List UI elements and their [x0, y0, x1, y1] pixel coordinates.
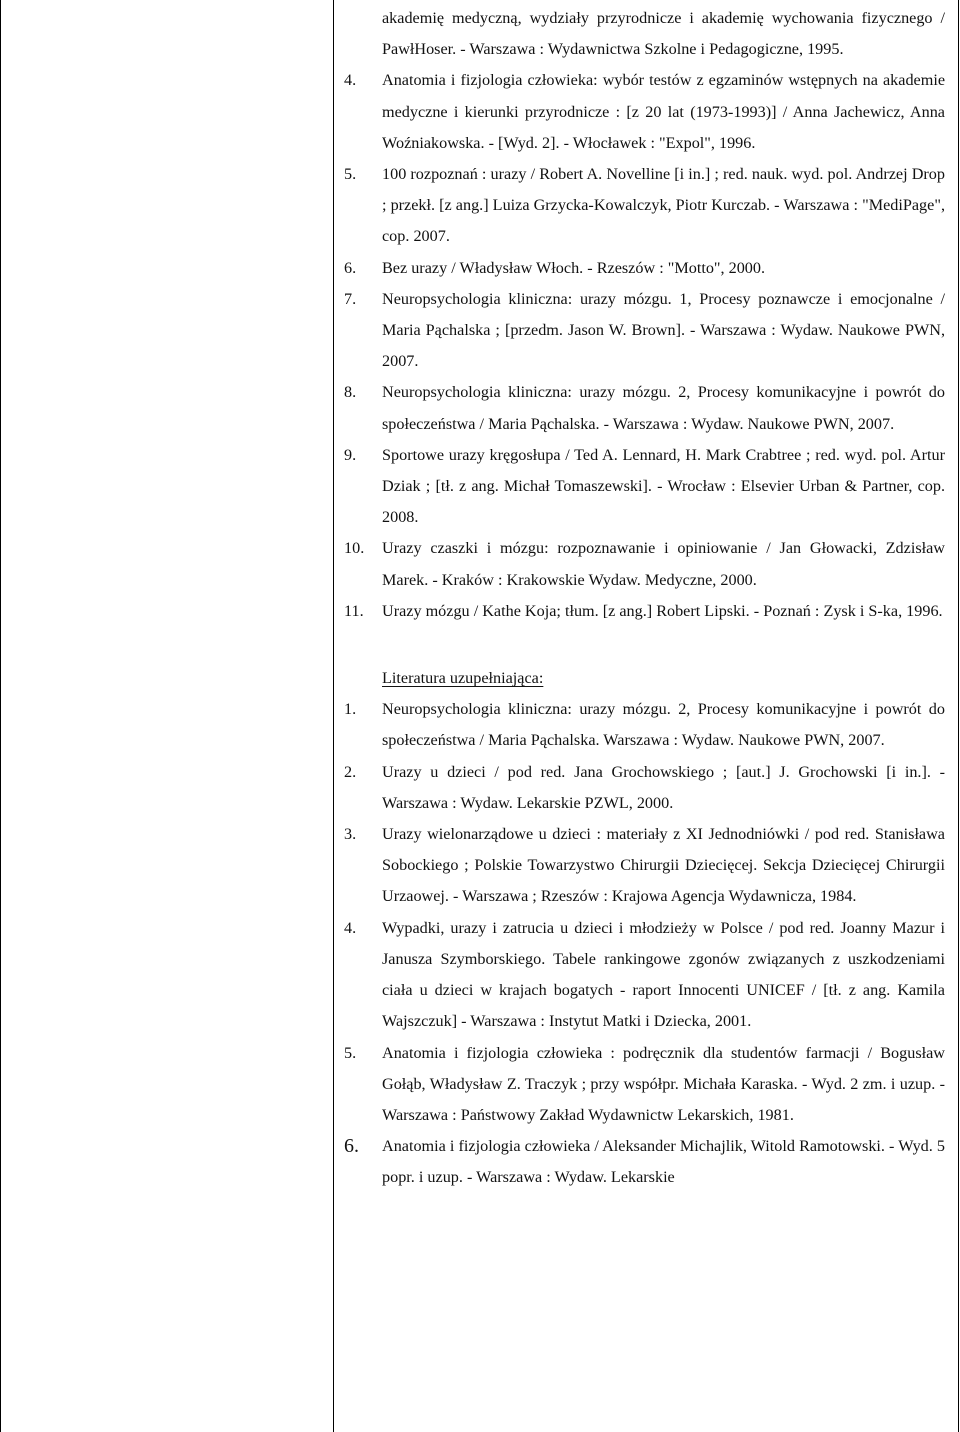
bibliography-entry — [344, 757, 945, 819]
entry-number: 8. — [344, 383, 357, 402]
bibliography-entry — [344, 440, 945, 534]
entry-number: 4. — [344, 71, 357, 90]
entry-text: Urazy u dzieci / pod red. Jana Grochowskiego ; [aut.] J. Grochowski [i in.]. - Warszawa : Wydaw. Lekarskie PZWL, 2000. — [382, 762, 945, 812]
entry-number: 9. — [344, 445, 357, 464]
entry-text: Urazy wielonarządowe u dzieci : materiały z XI Jednodniówki / pod red. Stanisława Sobockiego ; Polskie Towarzystwo Chirurgii Dziecięcej. Sekcja Dziecięcej Chirurgii Urzaowej. - Warszawa ; Rzeszów : Krajowa Agencja Wydawnicza, 1984. — [382, 825, 945, 906]
table-border-right — [958, 0, 959, 1432]
entry-text: Anatomia i fizjologia człowieka: wybór testów z egzaminów wstępnych na akademie medyczne i kierunki przyrodnicze : [z 20 lat (1973-1993)] / Anna Jachewicz, Anna Woźniakowska. - [Wyd. 2]. - Włocławek : "Expol", 1996. — [382, 71, 945, 152]
table-border-middle — [333, 0, 334, 1432]
bibliography-entry — [344, 65, 945, 159]
bibliography-entry — [344, 819, 945, 913]
entry-number: 3. — [344, 825, 357, 844]
table-border-left — [0, 0, 1, 1432]
entry-text: Bez urazy / Władysław Włoch. - Rzeszów : "Motto", 2000. — [382, 258, 766, 277]
entry-number: 6. — [344, 258, 357, 277]
entry-text: Neuropsychologia kliniczna: urazy mózgu. 2, Procesy komunikacyjne i powrót do społeczeństwa / Maria Pąchalska. Warszawa : Wydaw. Naukowe PWN, 2007. — [382, 700, 945, 750]
bibliography-entry — [344, 913, 945, 1038]
supplementary-list — [344, 694, 945, 1193]
entry-number: 1. — [344, 700, 357, 719]
entry-number: 6. — [344, 1135, 359, 1158]
entry-text: Anatomia i fizjologia człowieka / Aleksander Michajlik, Witold Ramotowski. - Wyd. 5 popr. i uzup. - Warszawa : Wydaw. Lekarskie — [382, 1137, 945, 1187]
entry-text: akademię medyczną, wydziały przyrodnicze i akademię wychowania fizycznego / PawłHoser. - Warszawa : Wydawnictwa Szkolne i Pedagogiczne, 1995. — [382, 9, 945, 59]
bibliography-entry — [344, 596, 945, 627]
entry-number: 5. — [344, 1043, 357, 1062]
entry-text: Anatomia i fizjologia człowieka : podręcznik dla studentów farmacji / Bogusław Gołąb, Władysław Z. Traczyk ; przy współpr. Michała Karaska. - Wyd. 2 zm. i uzup. - Warszawa : Państwowy Zakład Wydawnictw Lekarskich, 1981. — [382, 1043, 945, 1124]
entry-number: 7. — [344, 289, 357, 308]
bibliography-entry — [344, 694, 945, 756]
entry-number: 11. — [344, 601, 364, 620]
bibliography-entry — [344, 1038, 945, 1132]
entry-text: Neuropsychologia kliniczna: urazy mózgu. 2, Procesy komunikacyjne i powrót do społeczeństwa / Maria Pąchalska. - Warszawa : Wydaw. Naukowe PWN, 2007. — [382, 383, 945, 433]
entry-number: 5. — [344, 165, 357, 184]
bibliography-list — [344, 3, 945, 627]
bibliography-entry — [344, 284, 945, 378]
bibliography-entry — [344, 1131, 945, 1193]
entry-number: 2. — [344, 762, 357, 781]
bibliography-entry — [344, 159, 945, 253]
entry-number: 4. — [344, 918, 357, 937]
entry-text: Sportowe urazy kręgosłupa / Ted A. Lennard, H. Mark Crabtree ; red. wyd. pol. Artur Dziak ; [tł. z ang. Michał Tomaszewski]. - Wrocław : Elsevier Urban & Partner, cop. 2008. — [382, 445, 945, 527]
entry-text: Urazy czaszki i mózgu: rozpoznawanie i opiniowanie / Jan Głowacki, Zdzisław Marek. - Kraków : Krakowskie Wydaw. Medyczne, 2000. — [382, 539, 945, 589]
bibliography-entry — [344, 533, 945, 595]
supplementary-heading: Literatura uzupełniająca: — [382, 669, 544, 688]
bibliography-entry — [344, 253, 945, 284]
bibliography-entry — [344, 377, 945, 439]
entry-text: Wypadki, urazy i zatrucia u dzieci i młodzieży w Polsce / pod red. Joanny Mazur i Janusza Szymborskiego. Tabele rankingowe zgonów związanych z uszkodzeniami ciała u dzieci w krajach bogatych - raport Innocenti UNICEF / [tł. z ang. Kamila Wajszczuk] - Warszawa : Instytut Matki i Dziecka, 2001. — [382, 918, 945, 1031]
bibliography-content — [344, 3, 945, 1194]
entry-text: Urazy mózgu / Kathe Koja; tłum. [z ang.] Robert Lipski. - Poznań : Zysk i S-ka, 1996. — [382, 601, 943, 620]
entry-text: Neuropsychologia kliniczna: urazy mózgu. 1, Procesy poznawcze i emocjonalne / Maria Pąchalska ; [przedm. Jason W. Brown]. - Warszawa : Wydaw. Naukowe PWN, 2007. — [382, 289, 945, 371]
bibliography-entry — [344, 3, 945, 65]
entry-text: 100 rozpoznań : urazy / Robert A. Novelline [i in.] ; red. nauk. wyd. pol. Andrzej Drop ; przekł. [z ang.] Luiza Grzycka-Kowalczyk, Piotr Kurczab. - Warszawa : "MediPage", cop. 2007. — [382, 165, 945, 246]
entry-number: 10. — [344, 539, 365, 558]
